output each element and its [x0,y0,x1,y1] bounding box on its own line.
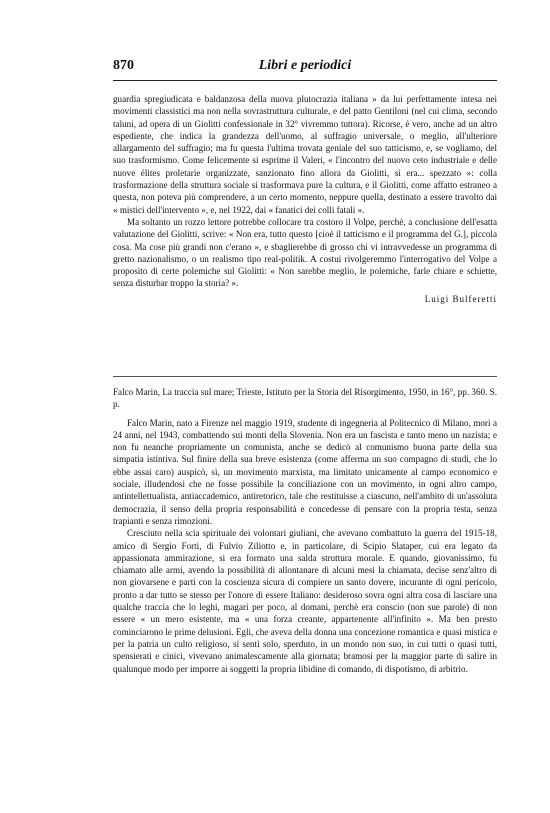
section-divider [113,376,497,377]
review-2-paragraph: Cresciuto nella scia spirituale dei volontari giuliani, che avevano combattuto la guerra del 1915-18, amico di Sergio Forti, di Fulvio Ziliotto e, in particolare, di Scipio Slataper, cui era legato da appassionata ammirazione, si era formato una salda struttura morale. E quando, giovanissimo, fu chiamato alle armi, avendo la possibilità di allontanare di alcuni mesi la chiamata, decise senz'altro di non giovarsene e partì con la coscienza sicura di compiere un santo dovere, incurante di ogni pericolo, pronto a dar tutto se stesso per l'onore di essere Italiano: desideroso sovra ogni altra cosa di lasciare una qualche traccia che lo leghi, magari per poco, al domani, perchè era conscio (non sue parole) di non essere « un mero esistente, ma « una forza creante, appartenente all'infinito ». Ma ben presto cominciarono le prime delusioni. Egli, che aveva della donna una concezione romantica e quasi mistica e per la patria un culto religioso, si sentì solo, sperduto, in un mondo non suo, in cui tutti o quasi tutti, spensierati e cinici, vivevano animalescamente alla giornata; bramosi per la maggior parte di salire in qualunque modo per imporre ai soggetti la propria libidine di comando, di dispotismo, di arbitrio. [113,528,497,674]
review-2-paragraph: Falco Marin, nato a Firenze nel maggio 1919, studente di ingegneria al Politecnico di Milano, morì a 24 anni, nel 1943, combattendo sui monti della Slovenia. Non era un fascista e tanto meno un nazista; e non fu neanche propriamente un comunista, anche se dedicò al comunismo buona parte della sua simpatia istintiva. Sul finire della sua breve esistenza (come afferma un suo compagno di studi, che lo ebbe assai caro) auspicò, sì, un movimento marxista, ma limitato unicamente al campo economico e sociale, illudendosi che ne fosse possibile la conciliazione con un movimento, in ogni altro campo, antintellettualista, antiaccademico, antiretorico, tale che restituisse a ciascuno, nell'ambito di un'assoluta democrazia, il senso della propria responsabilità e concedesse di pensare con la propria testa, senza trapianti e senza rimozioni. [113,417,497,526]
review-1-paragraph: Ma soltanto un rozzo lettore potrebbe collocare tra costoro il Volpe, perchè, a conclusione dell'esatta valutazione del Giolitti, scrive: « Non era, tutto questo [cioè il tatticismo e il programma del G.], piccola cosa. Ma cose più grandi non c'erano », e sbaglierebbe di grosso chi vi intravvedesse un programma di gretto nazionalismo, o un realismo tipo real-politik. A costui rivolgeremmo l'interrogativo del Volpe a proposito di certe polemiche sul Giolitti: « Non sarebbe meglio, le polemiche, farle chiare e schiette, senza disturbar troppo la storia? ». [113,216,497,289]
bibliographic-reference: Falco Marin, La traccia sul mare; Trieste, Istituto per la Storia del Risorgimento, 1950, in 16°, pp. 360. S. p. [113,387,497,410]
header-rule [113,80,497,81]
review-1-signature: Luigi Bulferetti [424,293,497,304]
page-number: 870 [113,58,134,73]
page-header [113,58,497,78]
review-1-paragraph: guardia spregiudicata e baldanzosa della nuova plutocrazia italiana » da lui perfettamente intesa nei movimenti classistici ma non nella sovrastruttura culturale, e del patto Gentiloni (nel cui clima, secondo taluni, ad opera di un Giolitti confessionale in 32° vivremmo tuttora). Ricorse, è vero, anche ad un altro espediente, che indica la grandezza dell'uomo, al suffragio universale, o meglio, all'ulteriore allargamento del suffragio; ma fu questa l'ultima trovata geniale del suo tatticismo, e, se vogliamo, del suo trasformismo. Come felicemente si esprime il Valeri, « l'incontro del nuovo ceto industriale e delle nuove élites proletarie organizzate, sanzionato fino allora da Giolitti, si era... spezzato »: colla trasformazione della struttura sociale si trasformava pure la cultura, e il Giolitti, come affatto estraneo a questa, non poteva più comprendere, a un certo momento, neppure quella, destinato a essere travolto dai « mistici dell'intervento », e, nel 1922, dai « fanatici dei colli fatali ». [113,94,497,215]
review-1 [113,93,497,305]
running-title: Libri e periodici [258,58,352,73]
review-2 [113,386,497,675]
